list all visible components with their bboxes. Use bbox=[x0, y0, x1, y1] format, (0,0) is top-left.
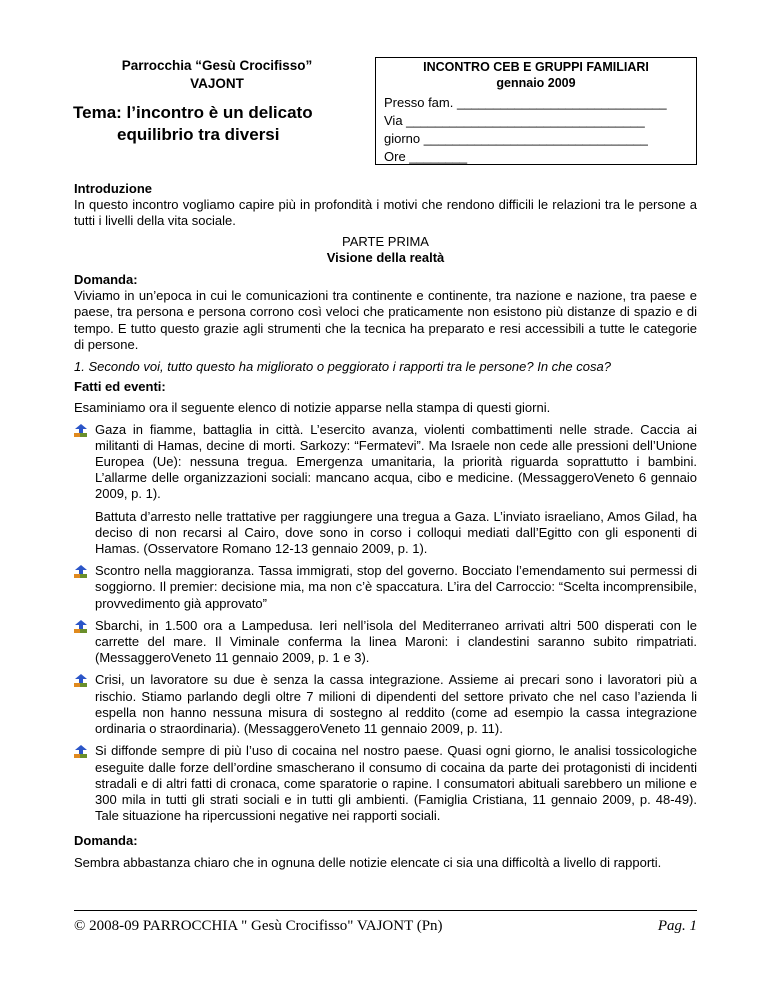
news-item-5: Si diffonde sempre di più l’uso di cocaina nel nostro paese. Quasi ogni giorno, le analisi tossicologiche eseguite dalle forze dell’ordine smascherano il consumo di cocaina da parte dei protagonisti di incidenti stradali e di altri fatti di cronaca, come sparatorie o rapine. I consumatori abituali sarebbero un milione e 300 mila in tutti gli strati sociali e in tutti gli ambienti. (Famiglia Cristiana, 11 gennaio 2009, p. 48-49). Tale situazione ha ripercussioni negative nei rapporti sociali. bbox=[95, 743, 697, 824]
list-item bbox=[74, 672, 697, 737]
meeting-row-giorno: giorno _______________________________ bbox=[384, 131, 648, 146]
news-item-1-continuation: Battuta d’arresto nelle trattative per raggiungere una tregua a Gaza. L’inviato israeliano, Amos Gilad, ha deciso di non recarsi al Cairo, dove sono in corso i colloqui mediati dall’Egitto con gli esponenti di Hamas. (Osservatore Romano 12-13 gennaio 2009, p. 1). bbox=[95, 508, 697, 557]
part-title: Visione della realtà bbox=[326, 249, 445, 265]
list-item bbox=[74, 618, 697, 667]
meeting-row-presso: Presso fam. _____________________________ bbox=[384, 95, 667, 110]
main-content bbox=[74, 181, 697, 871]
theme-line-2: equilibrio tra diversi bbox=[117, 125, 280, 144]
meeting-row-via: Via _________________________________ bbox=[384, 113, 645, 128]
arrow-bullet-icon bbox=[74, 565, 87, 578]
arrow-bullet-icon bbox=[74, 424, 87, 437]
question2-text: Sembra abbastanza chiaro che in ognuna delle notizie elencate ci sia una difficoltà a livello di rapporti. bbox=[74, 854, 662, 870]
question2-heading: Domanda: bbox=[74, 833, 138, 849]
question1-item: 1. Secondo voi, tutto questo ha migliorato o peggiorato i rapporti tra le persone? In che cosa? bbox=[74, 359, 611, 375]
page-footer bbox=[74, 917, 697, 935]
news-item-4: Crisi, un lavoratore su due è senza la cassa integrazione. Assieme ai precari sono i lavoratori più a rischio. Stiamo parlando degli oltre 7 milioni di dipendenti del settore privato che nel caso l’azienda li espella non hanno nessuna misura di sostegno al reddito (come ad esempio la cassa integrazione ordinaria o straordinaria). (MessaggeroVeneto 11 gennaio 2009, p. 11). bbox=[95, 672, 697, 737]
part-label: PARTE PRIMA bbox=[342, 233, 429, 249]
facts-intro: Esaminiamo ora il seguente elenco di notizie apparse nella stampa di questi giorni. bbox=[74, 400, 551, 416]
theme-title bbox=[73, 102, 373, 146]
arrow-bullet-icon bbox=[74, 674, 87, 687]
meeting-box-title-2: gennaio 2009 bbox=[496, 76, 576, 90]
list-item bbox=[74, 563, 697, 612]
meeting-box-title-1: INCONTRO CEB E GRUPPI FAMILIARI bbox=[423, 60, 649, 74]
news-item-1: Gaza in fiamme, battaglia in città. L’esercito avanza, violenti combattimenti nelle strade. Caccia ai militanti di Hamas, decine di morti. Sarkozy: “Fermatevi”. Ma Israele non cede alle pressioni dell’Unione Europea (Ue): nessuna tregua. Emergenza umanitaria, la priorità riguarda soprattutto i bambini. L’allarme delle organizzazioni sociali: mancano acqua, cibo e medicine. (MessaggeroVeneto 6 gennaio 2009, p. 1). bbox=[95, 421, 697, 502]
list-item bbox=[74, 422, 697, 503]
parish-name bbox=[86, 57, 348, 93]
arrow-bullet-icon bbox=[74, 620, 87, 633]
intro-heading: Introduzione bbox=[74, 181, 152, 196]
page-number: Pag. 1 bbox=[657, 918, 697, 934]
meeting-info-box bbox=[375, 57, 697, 165]
intro-text: In questo incontro vogliamo capire più in profondità i motivi che rendono difficili le relazioni tra le persone a tutti i livelli della vita sociale. bbox=[74, 197, 697, 229]
question1-heading: Domanda: bbox=[74, 272, 138, 288]
news-item-3: Sbarchi, in 1.500 ora a Lampedusa. Ieri nell’isola del Mediterraneo arrivati altri 500 disperati con le carrette del mare. Il Viminale conferma la linea Maroni: i clandestini saranno subito rimpatriati. (MessaggeroVeneto 11 gennaio 2009, p. 1 e 3). bbox=[95, 617, 697, 666]
arrow-bullet-icon bbox=[74, 745, 87, 758]
parish-line-2: VAJONT bbox=[190, 76, 244, 91]
footer-divider bbox=[74, 910, 697, 911]
meeting-row-ore: Ore ________ bbox=[384, 149, 468, 164]
theme-line-1: Tema: l’incontro è un delicato bbox=[73, 103, 313, 122]
footer-copyright: © 2008-09 PARROCCHIA " Gesù Crocifisso" VAJONT (Pn) bbox=[74, 918, 443, 934]
news-item-2: Scontro nella maggioranza. Tassa immigrati, stop del governo. Bocciato l’emendamento sui permessi di soggiorno. Il premier: decisione mia, ma non c’è spaccatura. L’ira del Carroccio: “Scelta incomprensibile, provvedimento già approvato” bbox=[95, 563, 697, 611]
news-list bbox=[74, 422, 697, 825]
facts-heading: Fatti ed eventi: bbox=[74, 379, 166, 395]
list-item bbox=[74, 743, 697, 824]
parish-line-1: Parrocchia “Gesù Crocifisso” bbox=[121, 58, 313, 73]
question1-text: Viviamo in un’epoca in cui le comunicazioni tra continente e continente, tra nazione e nazione, tra paese e paese, tra persona e persona corrono così veloci che praticamente non esistono più distanze di spazio e di tempo. E tutto questo grazie agli strumenti che la tecnica ha preparato e resi accessibili a tutte le categorie di persone. bbox=[74, 288, 697, 352]
meeting-box-title bbox=[376, 58, 696, 91]
list-item-continuation bbox=[74, 509, 697, 558]
